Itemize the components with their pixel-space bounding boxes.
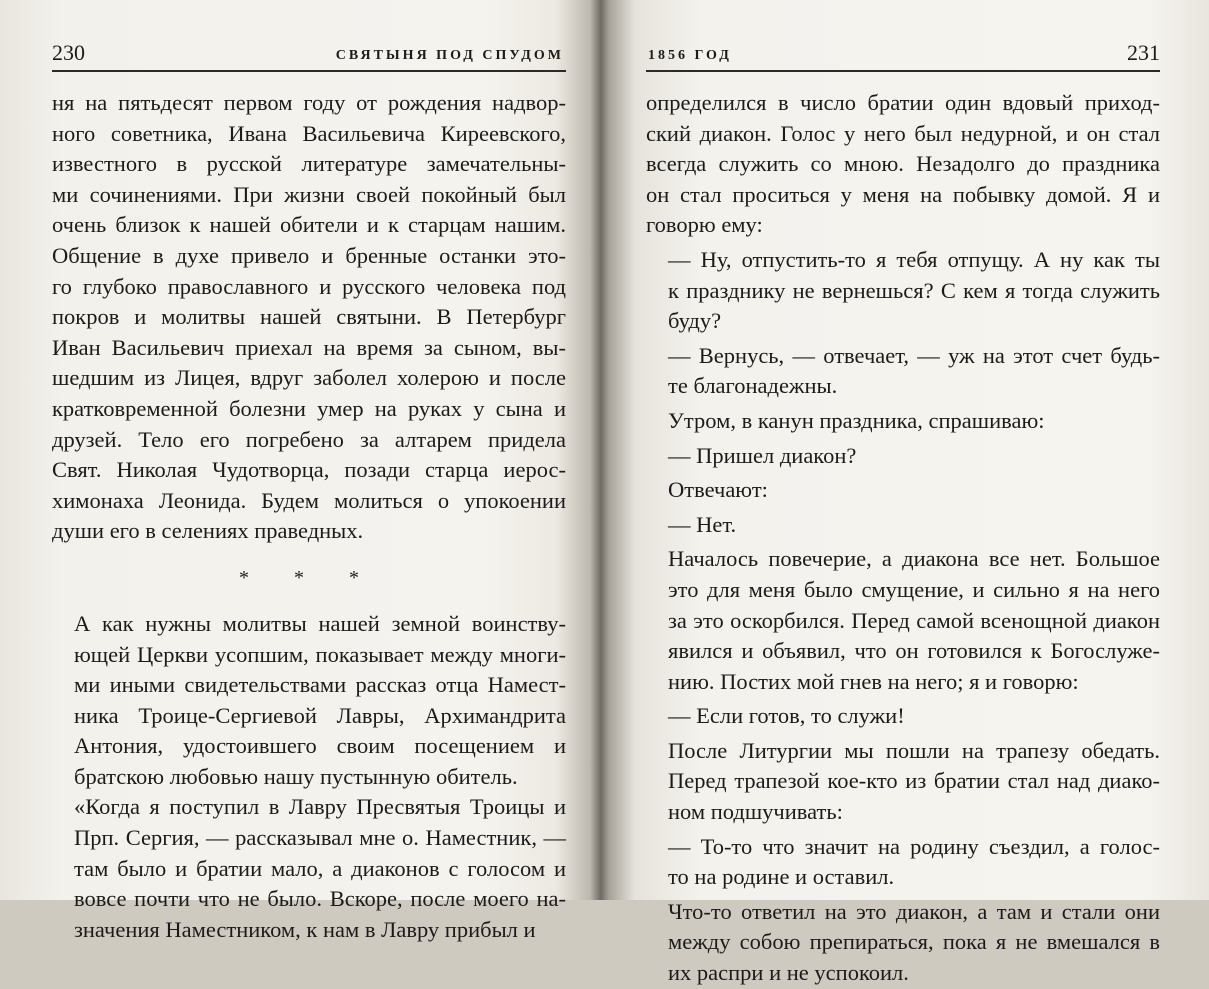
text-line: Прп. Сергия, — рассказывал мне о. Наместник, — — [74, 825, 566, 851]
text-line: шедшим из Лицея, вдруг заболел холерою и после — [52, 365, 566, 391]
text-line: между собою препираться, пока я не вмешался в — [668, 929, 1160, 955]
text-line: Общение в духе привело и бренные останки это- — [52, 242, 566, 268]
paragraph — [646, 736, 1160, 828]
text-line: — Нет. — [668, 511, 737, 537]
page-number: 231 — [1127, 40, 1160, 65]
paragraph — [52, 792, 566, 945]
text-line: явился и объявил, что он готовился к Богослуже- — [668, 638, 1160, 664]
text-line: «Когда я поступил в Лавру Пресвятыя Троицы и — [74, 794, 566, 820]
text-line: Свят. Николая Чудотворца, позади старца иерос- — [52, 457, 566, 483]
text-line: их распри и не успокоил. — [668, 960, 909, 986]
section-separator: * * * — [239, 566, 379, 589]
text-line: очень близок к нашей обители и к старцам нашим. — [52, 212, 566, 238]
running-title: СВЯТЫНЯ ПОД СПУДОМ — [335, 48, 564, 63]
text-line: говорю ему: — [646, 212, 763, 238]
text-line: значения Наместником, к нам в Лавру прибыл и — [74, 916, 536, 942]
paragraph — [646, 441, 1160, 472]
paragraph — [646, 510, 1160, 541]
running-title: 1856 ГОД — [648, 48, 732, 63]
right-page-header — [646, 40, 1160, 72]
paragraph — [646, 475, 1160, 506]
text-line: — То-то что значит на родину съездил, а голос- — [668, 833, 1160, 859]
text-line: ми иными свидетельствами рассказ отца Намест- — [74, 672, 566, 698]
text-line: — Вернусь, — отвечает, — уж на этот счет будь- — [668, 342, 1160, 368]
paragraph — [646, 544, 1160, 697]
paragraph-continued — [52, 88, 566, 547]
page-number: 230 — [52, 40, 85, 65]
text-line: Перед трапезой кое-кто из братии стал над диако- — [668, 768, 1160, 794]
text-line: он стал проситься у меня на побывку домой. Я и — [646, 181, 1160, 207]
paragraph — [646, 701, 1160, 732]
text-line: ного советника, Ивана Васильевича Киреевского, — [52, 120, 566, 146]
paragraph — [52, 609, 566, 793]
right-page — [604, 0, 1209, 986]
text-line: Антония, удостоившего своим посещением и — [74, 733, 566, 759]
text-line: буду? — [668, 308, 722, 334]
paragraph — [646, 341, 1160, 402]
text-line: известного в русской литературе замечательны- — [52, 151, 566, 177]
text-line: химонаха Леонида. Будем молиться о упокоении — [52, 487, 566, 513]
text-line: ми сочинениями. При жизни своей покойный был — [52, 181, 566, 207]
text-line: там было и братии мало, а диаконов с голосом и — [74, 855, 566, 881]
paragraph — [646, 245, 1160, 337]
text-line: Началось повечерие, а диакона все нет. Большое — [668, 546, 1160, 572]
text-line: это для меня было смущение, и сильно я на него — [668, 576, 1160, 602]
text-line: ский диакон. Голос у него был недурной, и он стал — [646, 120, 1160, 146]
text-line: всегда служить со мною. Незадолго до праздника — [646, 151, 1160, 177]
paragraph-continued — [646, 88, 1160, 241]
text-line: После Литургии мы пошли на трапезу обедать. — [668, 737, 1160, 763]
text-line: го глубоко православного и русского человека под — [52, 273, 566, 299]
text-line: А как нужны молитвы нашей земной воинству- — [74, 610, 566, 636]
text-line: братскою любовью нашу пустынную обитель. — [74, 763, 518, 789]
text-line: Отвечают: — [668, 477, 768, 503]
left-page — [0, 0, 600, 942]
paragraph — [646, 406, 1160, 437]
text-line: ника Троице-Сергиевой Лавры, Архимандрита — [74, 702, 566, 728]
paragraph — [646, 832, 1160, 893]
text-line: кратковременной болезни умер на руках у сына и — [52, 395, 566, 421]
text-line: Утром, в канун праздника, спрашиваю: — [668, 407, 1045, 433]
text-line: покров и молитвы нашей святыни. В Петербург — [52, 304, 566, 330]
text-line: ном подшучивать: — [668, 799, 843, 825]
text-line: вовсе почти что не было. Вскоре, после моего на- — [74, 886, 566, 912]
text-line: — Пришел диакон? — [668, 442, 857, 468]
text-line: то на родине и оставил. — [668, 864, 895, 890]
text-line: нию. Постих мой гнев на него; я и говорю: — [668, 668, 1079, 694]
text-line: за это оскорбился. Перед самой всенощной диакон — [668, 607, 1160, 633]
text-line: определился в число братии один вдовый приход- — [646, 90, 1160, 115]
paragraph — [646, 897, 1160, 989]
text-line: — Ну, отпустить-то я тебя отпущу. А ну как ты — [668, 246, 1160, 272]
text-line: души его в селениях праведных. — [52, 518, 364, 544]
text-line: — Если готов, то служи! — [668, 703, 905, 729]
text-line: к празднику не вернешься? С кем я тогда служить — [668, 277, 1160, 303]
left-page-header — [52, 40, 566, 72]
text-line: ющей Церкви усопшим, показывает между многи- — [74, 641, 566, 667]
text-line: Иван Васильевич приехал на время за сыном, вы- — [52, 334, 566, 360]
right-page-body — [646, 88, 1160, 989]
text-line: друзей. Тело его погребено за алтарем придела — [52, 426, 566, 452]
text-line: Что-то ответил на это диакон, а там и стали они — [668, 898, 1160, 924]
text-line: те благонадежны. — [668, 373, 838, 399]
text-line: ня на пятьдесят первом году от рождения надвор- — [52, 90, 566, 115]
left-page-body — [52, 88, 566, 945]
